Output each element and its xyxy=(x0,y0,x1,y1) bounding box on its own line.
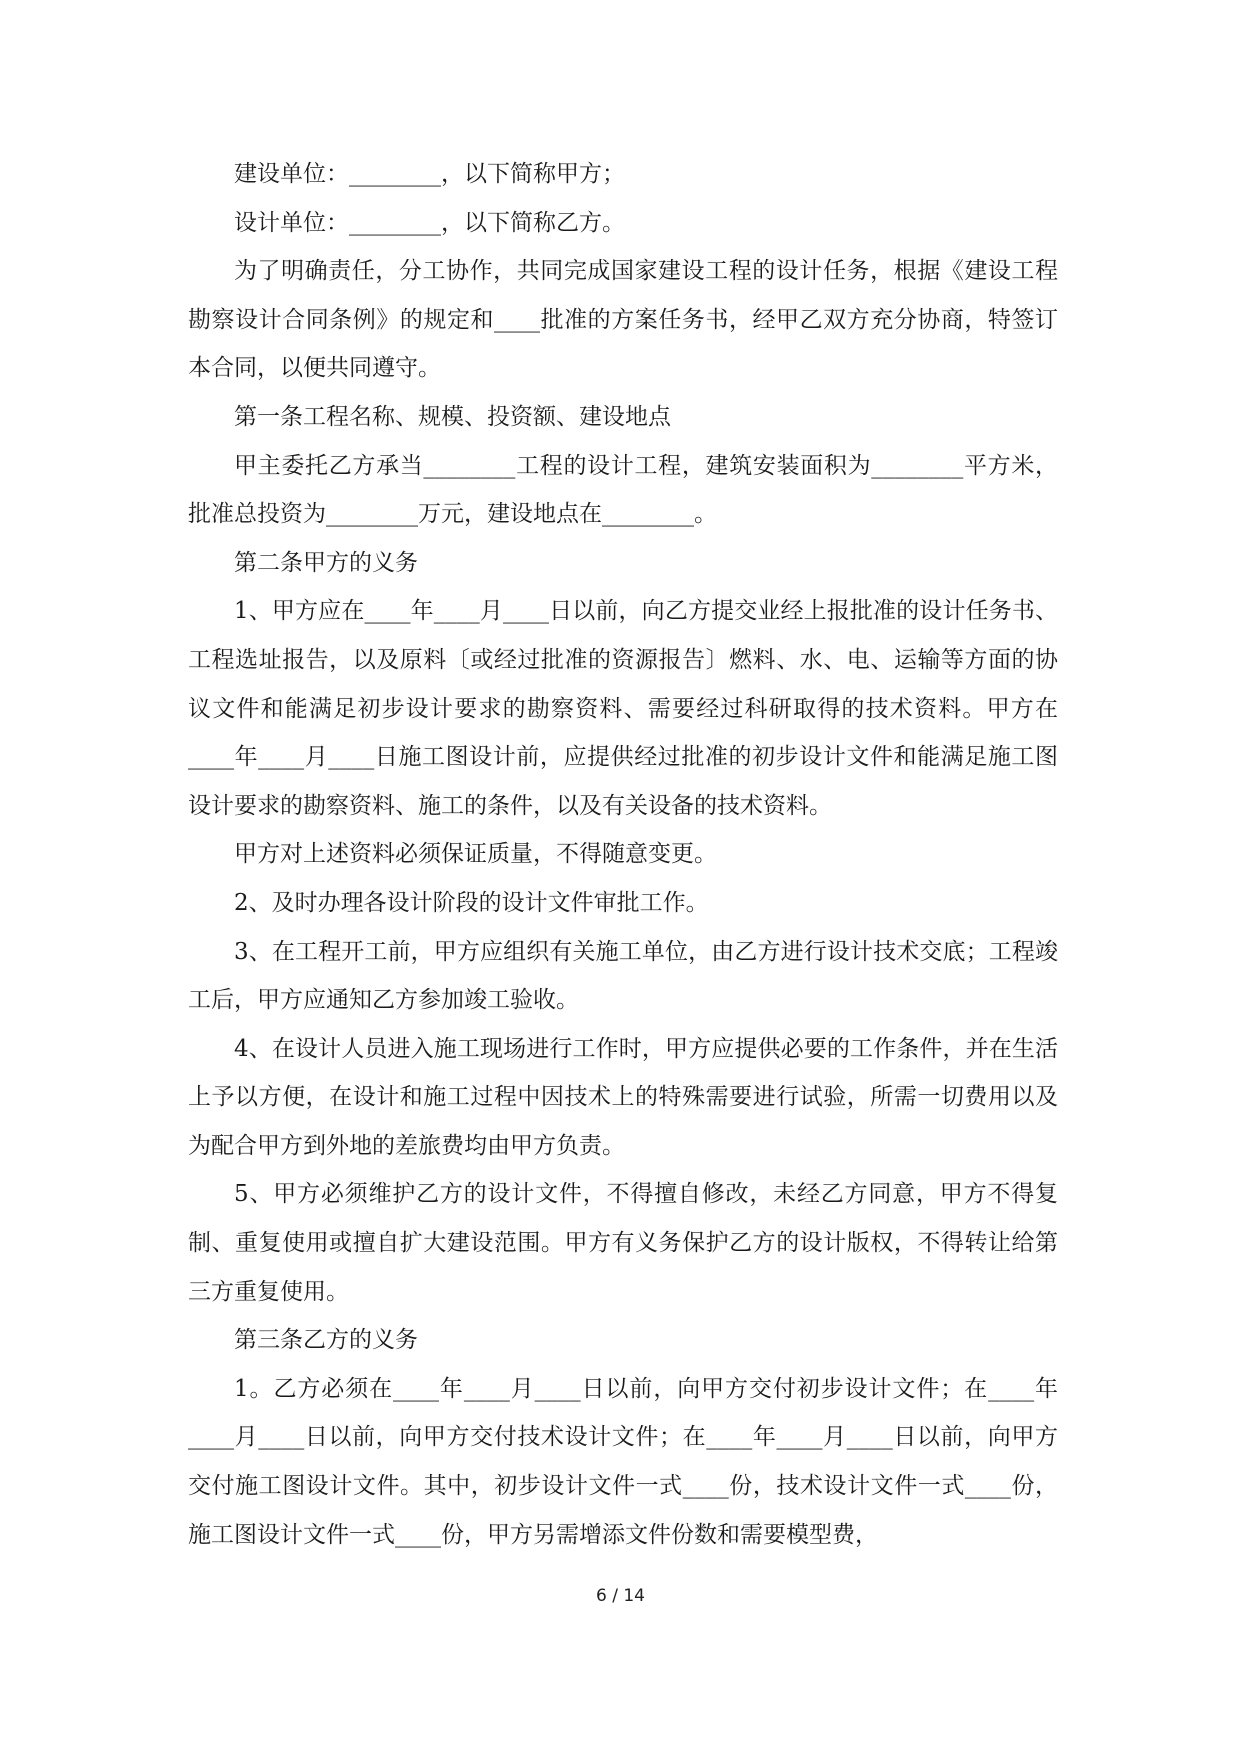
paragraph-design-unit: 设计单位：________，以下简称乙方。 xyxy=(234,209,625,236)
paragraph-article-2-item-3: 3、在工程开工前，甲方应组织有关施工单位，由乙方进行设计技术交底；工程竣工后，甲方应通知乙方参加竣工验收。 xyxy=(188,938,1058,1014)
paragraph-article-2-quality: 甲方对上述资料必须保证质量，不得随意变更。 xyxy=(234,841,717,868)
paragraph-article-3-item-1: 1。乙方必须在____年____月____日以前，向甲方交付初步设计文件；在____年____月____日以前，向甲方交付技术设计文件；在____年____月____日以前，向甲方交付施工图设计文件。其中，初步设计文件一式____份，技术设计文件一式____份，施工图设计文件一式____份，甲方另需增添文件份数和需要模型费， xyxy=(188,1375,1058,1548)
paragraph-construction-unit: 建设单位：________，以下简称甲方； xyxy=(234,161,625,187)
heading-article-1: 第一条工程名称、规模、投资额、建设地点 xyxy=(234,403,671,430)
heading-article-3: 第三条乙方的义务 xyxy=(234,1327,418,1354)
page-number: 6 / 14 xyxy=(596,1586,645,1606)
paragraph-preamble: 为了明确责任，分工协作，共同完成国家建设工程的设计任务，根据《建设工程勘察设计合同条例》的规定和____批准的方案任务书，经甲乙双方充分协商，特签订本合同，以便共同遵守。 xyxy=(188,258,1058,382)
paragraph-article-2-item-5: 5、甲方必须维护乙方的设计文件，不得擅自修改，未经乙方同意，甲方不得复制、重复使用或擅自扩大建设范围。甲方有义务保护乙方的设计版权，不得转让给第三方重复使用。 xyxy=(188,1181,1058,1305)
paragraph-article-2-item-4: 4、在设计人员进入施工现场进行工作时，甲方应提供必要的工作条件，并在生活上予以方便，在设计和施工过程中因技术上的特殊需要进行试验，所需一切费用以及为配合甲方到外地的差旅费均由甲方负责。 xyxy=(188,1035,1058,1159)
paragraph-article-2-item-2: 2、及时办理各设计阶段的设计文件审批工作。 xyxy=(234,889,709,916)
document-body xyxy=(188,150,1058,1559)
paragraph-article-1: 甲主委托乙方承当________工程的设计工程，建筑安装面积为________平方米，批准总投资为________万元，建设地点在________。 xyxy=(188,452,1058,528)
paragraph-article-2-item-1: 1、甲方应在____年____月____日以前，向乙方提交业经上报批准的设计任务书、工程选址报告，以及原料〔或经过批准的资源报告〕燃料、水、电、运输等方面的协议文件和能满足初步设计要求的勘察资料、需要经过科研取得的技术资料。甲方在____年____月____日施工图设计前，应提供经过批准的初步设计文件和能满足施工图设计要求的勘察资料、施工的条件，以及有关设备的技术资料。 xyxy=(188,598,1058,819)
heading-article-2: 第二条甲方的义务 xyxy=(234,549,418,576)
